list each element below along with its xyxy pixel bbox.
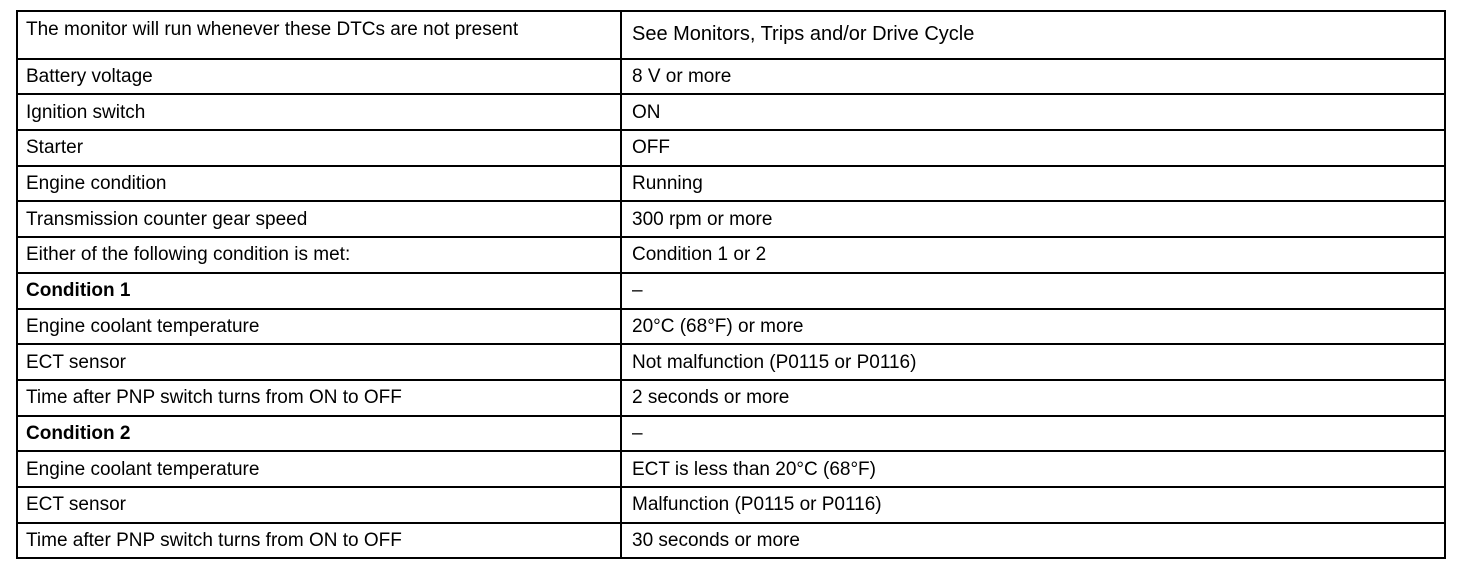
- condition-heading-row: [17, 273, 1445, 309]
- row-label: Engine coolant temperature: [17, 451, 621, 487]
- table-row: [17, 237, 1445, 273]
- table-row: [17, 166, 1445, 202]
- row-label: Time after PNP switch turns from ON to OFF: [17, 523, 621, 559]
- row-value: See Monitors, Trips and/or Drive Cycle: [621, 11, 1445, 59]
- row-value: –: [621, 416, 1445, 452]
- table-row: [17, 130, 1445, 166]
- table-row: [17, 59, 1445, 95]
- row-label: ECT sensor: [17, 344, 621, 380]
- table-row: [17, 201, 1445, 237]
- condition-heading-row: [17, 416, 1445, 452]
- row-value: OFF: [621, 130, 1445, 166]
- row-label: The monitor will run whenever these DTCs are not present: [17, 11, 621, 59]
- row-value: Condition 1 or 2: [621, 237, 1445, 273]
- row-value: 30 seconds or more: [621, 523, 1445, 559]
- row-value: 300 rpm or more: [621, 201, 1445, 237]
- row-value: Malfunction (P0115 or P0116): [621, 487, 1445, 523]
- row-label: Time after PNP switch turns from ON to OFF: [17, 380, 621, 416]
- table-row: [17, 451, 1445, 487]
- table-row: [17, 380, 1445, 416]
- row-label: Engine coolant temperature: [17, 309, 621, 345]
- table-row: [17, 11, 1445, 59]
- row-value: Not malfunction (P0115 or P0116): [621, 344, 1445, 380]
- row-value: Running: [621, 166, 1445, 202]
- row-label: Either of the following condition is met:: [17, 237, 621, 273]
- row-label: Ignition switch: [17, 94, 621, 130]
- table-row: [17, 94, 1445, 130]
- row-label: Transmission counter gear speed: [17, 201, 621, 237]
- row-label: Battery voltage: [17, 59, 621, 95]
- monitor-conditions-table: [16, 10, 1446, 559]
- table-row: [17, 309, 1445, 345]
- row-label: ECT sensor: [17, 487, 621, 523]
- row-value: ECT is less than 20°C (68°F): [621, 451, 1445, 487]
- condition-heading: Condition 1: [17, 273, 621, 309]
- row-label: Engine condition: [17, 166, 621, 202]
- row-value: 8 V or more: [621, 59, 1445, 95]
- row-value: 2 seconds or more: [621, 380, 1445, 416]
- condition-heading: Condition 2: [17, 416, 621, 452]
- table-body: [17, 11, 1445, 558]
- table-row: [17, 344, 1445, 380]
- row-value: 20°C (68°F) or more: [621, 309, 1445, 345]
- table-row: [17, 523, 1445, 559]
- row-value: –: [621, 273, 1445, 309]
- row-value: ON: [621, 94, 1445, 130]
- row-label: Starter: [17, 130, 621, 166]
- table-row: [17, 487, 1445, 523]
